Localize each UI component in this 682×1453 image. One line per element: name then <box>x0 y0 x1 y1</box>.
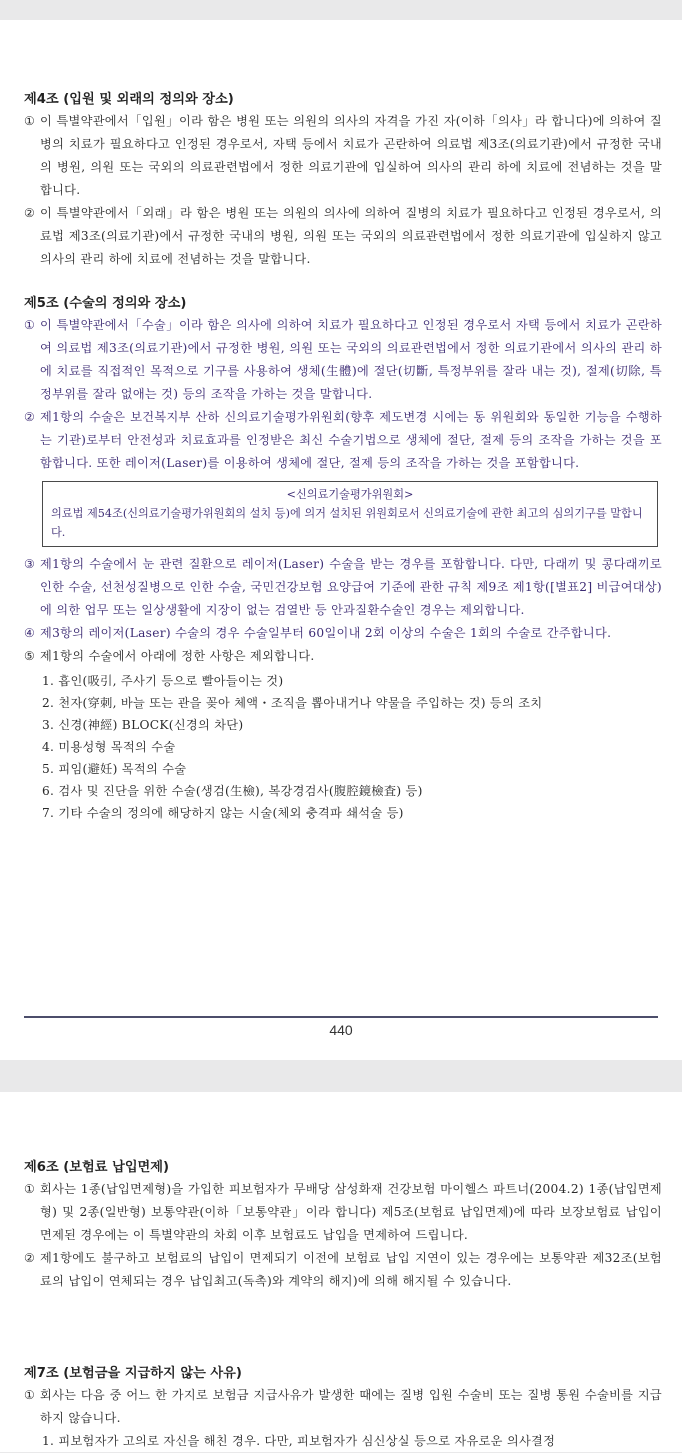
article-6-clause-2 <box>24 1247 662 1293</box>
definition-box-text: 의료법 제54조(신의료기술평가위원회의 설치 등)에 의거 설치된 위원회로서 신의료기술에 관한 최고의 심의기구를 말합니다. <box>51 507 643 539</box>
clause-text: 회사는 1종(납입면제형)을 가입한 피보험자가 무배당 삼성화재 건강보험 마이헬스 파트너(2004.2) 1종(납입면제형) 및 2종(일반형) 보통약관(이하「보통약관」이라 합니다) 제5조(보험료 납입면제)에 따라 보장보험료 납입이 면제된 경우에는 이 특별약관의 차회 이후 보험료도 납입을 면제하여 드립니다. <box>40 1182 662 1242</box>
list-item: 7. 기타 수술의 정의에 해당하지 않는 시술(체외 충격파 쇄석술 등) <box>42 806 404 820</box>
clause-number: ① <box>24 114 36 128</box>
article-4-title: 제4조 (입원 및 외래의 정의와 장소) <box>24 92 234 107</box>
clause-number: ④ <box>24 626 36 640</box>
clause-text: 제1항에도 불구하고 보험료의 납입이 면제되기 이전에 보험료 납입 지연이 있는 경우에는 보통약관 제32조(보험료의 납입이 연체되는 경우 납입최고(독촉)와 계약의 해지)에 의해 해지될 수 있습니다. <box>40 1251 662 1288</box>
clause-number: ⑤ <box>24 649 36 663</box>
clause-text: 제1항의 수술에서 아래에 정한 사항은 제외합니다. <box>40 649 315 663</box>
article-4 <box>24 90 662 271</box>
document-page-440 <box>0 20 682 1060</box>
article-7-item-1: 1. 피보험자가 고의로 자신을 해친 경우. 다만, 피보험자가 심신상실 등으로 자유로운 의사결정 <box>42 1434 556 1448</box>
clause-text: 회사는 다음 중 어느 한 가지로 보험금 지급사유가 발생한 때에는 질병 입원 수술비 또는 질병 통원 수술비를 지급하지 않습니다. <box>40 1388 662 1425</box>
list-item: 1. 흡인(吸引, 주사기 등으로 빨아들이는 것) <box>42 674 284 688</box>
article-5-clause-2 <box>24 406 662 475</box>
footer-divider <box>24 1016 658 1018</box>
article-4-clause-1 <box>24 110 662 202</box>
clause-number: ① <box>24 1182 36 1196</box>
definition-box-title: <신의료기술평가위원회> <box>286 488 414 501</box>
list-item: 5. 피임(避妊) 목적의 수술 <box>42 762 187 776</box>
exclusion-list <box>42 670 662 824</box>
list-item: 3. 신경(神經) BLOCK(신경의 차단) <box>42 718 244 732</box>
clause-number: ② <box>24 206 36 220</box>
list-item: 4. 미용성형 목적의 수술 <box>42 740 176 754</box>
article-7-title: 제7조 (보험금을 지급하지 않는 사유) <box>24 1366 242 1381</box>
article-5-clause-1 <box>24 314 662 406</box>
article-5-clause-4 <box>24 622 662 645</box>
clause-text: 제1항의 수술에서 눈 관련 질환으로 레이저(Laser) 수술을 받는 경우를 포함합니다. 다만, 다래끼 및 콩다래끼로 인한 수술, 선천성질병으로 인한 수술, 국민건강보험 요양급여 기준에 관한 규칙 제9조 제1항([별표2] 비급여대상)에 의한 업무 또는 일상생활에 지장이 없는 검열반 등 안과질환수술인 경우는 제외합니다. <box>40 557 662 617</box>
article-5-title: 제5조 (수술의 정의와 장소) <box>24 296 187 311</box>
list-item: 6. 검사 및 진단을 위한 수술(생검(生檢), 복강경검사(腹腔鏡檢査) 등) <box>42 784 423 798</box>
document-page-next <box>0 1092 682 1452</box>
clause-text: 이 특별약관에서「외래」라 함은 병원 또는 의원의 의사에 의하여 질병의 치료가 필요하다고 인정된 경우로서, 의료법 제3조(의료기관)에서 규정한 국내의 병원, 의원 또는 국외의 의료관련법에서 정한 의료기관에 입실하지 않고 의사의 관리 하에 치료에 전념하는 것을 말합니다. <box>40 206 662 266</box>
definition-box <box>42 481 658 547</box>
clause-number: ① <box>24 1388 36 1402</box>
article-5-clause-5 <box>24 645 662 668</box>
article-5-clause-3 <box>24 553 662 622</box>
clause-text: 이 특별약관에서「수술」이라 함은 의사에 의하여 치료가 필요하다고 인정된 경우로서 자택 등에서 치료가 곤란하여 의료법 제3조(의료기관)에서 규정한 병원, 의원 또는 국외의 의료관련법에서 정한 의료기관에서 의사의 관리 하에 치료를 직접적인 목적으로 기구를 사용하여 생체(生體)에 절단(切斷, 특정부위를 잘라 내는 것), 절제(切除, 특정부위를 잘라 없애는 것) 등의 조작을 가하는 것을 말합니다. <box>40 318 662 401</box>
page-number: 440 <box>329 1022 353 1038</box>
article-4-clause-2 <box>24 202 662 271</box>
list-item: 2. 천자(穿刺, 바늘 또는 관을 꽂아 체액・조직을 뽑아내거나 약물을 주입하는 것) 등의 조치 <box>42 696 543 710</box>
article-5 <box>24 294 662 824</box>
article-7-clause-1 <box>24 1384 662 1430</box>
article-6-title: 제6조 (보험료 납입면제) <box>24 1160 170 1175</box>
clause-number: ① <box>24 318 36 332</box>
article-6-clause-1 <box>24 1178 662 1247</box>
clause-number: ② <box>24 410 36 424</box>
clause-text: 제3항의 레이저(Laser) 수술의 경우 수술일부터 60일이내 2회 이상의 수술은 1회의 수술로 간주합니다. <box>40 626 612 640</box>
clause-number: ② <box>24 1251 36 1265</box>
article-6 <box>24 1158 662 1293</box>
clause-text: 이 특별약관에서「입원」이라 함은 병원 또는 의원의 의사의 자격을 가진 자(이하「의사」라 합니다)에 의하여 질병의 치료가 필요하다고 인정된 경우로서, 자택 등에서 치료가 곤란하여 의료법 제3조(의료기관)에서 규정한 국내의 병원, 의원 또는 국외의 의료관련법에서 정한 의료기관에 입실하여 의사의 관리 하에 치료에 전념하는 것을 말합니다. <box>40 114 662 197</box>
clause-number: ③ <box>24 557 36 571</box>
clause-text: 제1항의 수술은 보건복지부 산하 신의료기술평가위원회(향후 제도변경 시에는 동 위원회와 동일한 기능을 수행하는 기관)로부터 안전성과 치료효과를 인정받은 최신 수술기법으로 생체에 절단, 절제 등의 조작을 가하는 것을 포함합니다. 또한 레이저(Laser)를 이용하여 생체에 절단, 절제 등의 조작을 가하는 것을 포함합니다. <box>40 410 662 470</box>
